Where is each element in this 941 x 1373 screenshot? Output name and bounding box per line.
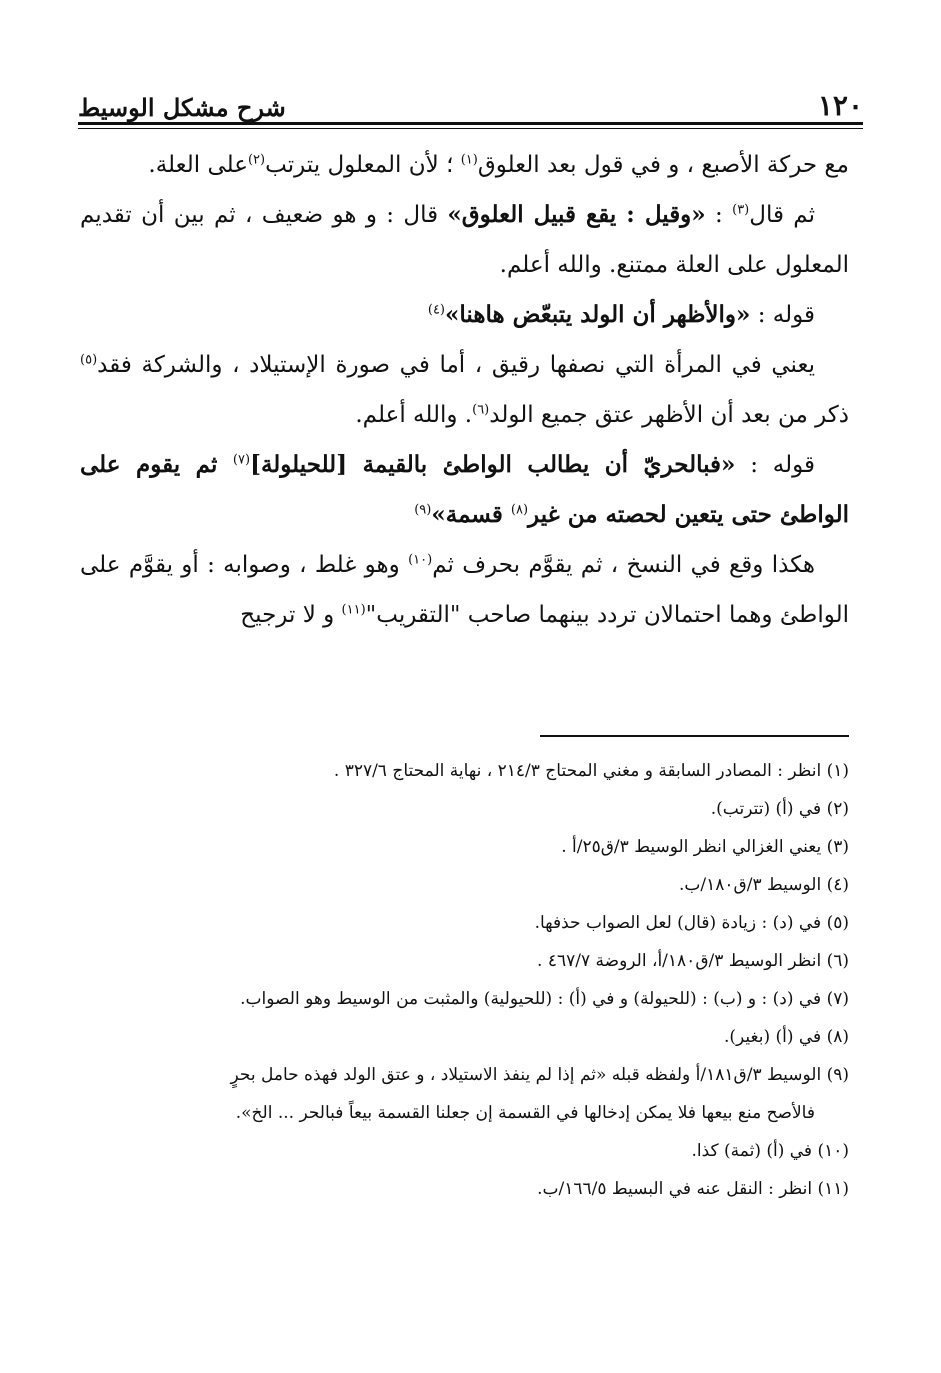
- footnote-ref: (٤): [427, 302, 445, 318]
- paragraph-3: [80, 290, 849, 340]
- text: :: [705, 202, 733, 228]
- paragraph-6: [80, 540, 849, 640]
- page-header: [78, 76, 863, 120]
- quoted-text: «فبالحريّ أن يطالب الواطئ بالقيمة [للحيلولة]: [250, 451, 736, 478]
- footnote-ref: (٨): [510, 502, 529, 518]
- text: و لا ترجيح: [240, 602, 342, 628]
- quoted-text: «والأظهر أن الولد يتبعّض هاهنا»: [445, 301, 751, 328]
- footnote-ref: (٥): [80, 352, 98, 368]
- text: . والله أعلم.: [355, 402, 473, 428]
- footnote-continuation: فالأصح منع بيعها فلا يمكن إدخالها في القسمة إن جعلنا القسمة بيعاً فبالحر ... الخ».: [235, 1103, 815, 1123]
- text: ذكر من بعد أن الأظهر عتق جميع الولد: [489, 402, 849, 428]
- footnote: (٢) في (أ) (تترتب).: [710, 799, 849, 819]
- text: هكذا وقع في النسخ ، ثم يقوَّم بحرف ثم: [432, 552, 815, 578]
- footnote-separator: [540, 735, 849, 737]
- footnote: (٣) يعني الغزالي انظر الوسيط ٣/ق٢٥/أ .: [561, 837, 849, 857]
- paragraph-2: [80, 190, 849, 290]
- footnote-ref: (٢): [247, 152, 266, 168]
- main-text: [80, 140, 849, 640]
- footnotes: [80, 752, 849, 1208]
- text: ؛ لأن المعلول يترتب: [265, 152, 461, 178]
- text: قوله :: [735, 452, 815, 478]
- footnote: (١٠) في (أ) (ثمة) كذا.: [691, 1141, 849, 1161]
- footnote-ref: (١١): [341, 602, 366, 618]
- footnote-ref: (٩): [414, 502, 432, 518]
- text: على العلة.: [148, 152, 248, 178]
- quoted-text: ثم يقوم على الواطئ حتى يتعين لحصته من غير: [80, 451, 849, 528]
- text: وهو غلط ، وصوابه : أو يقوَّم على الواطئ وهما احتمالان تردد بينهما صاحب "التقريب": [80, 552, 849, 628]
- footnote: (٤) الوسيط ٣/ق١٨٠/ب.: [678, 875, 849, 895]
- footnote: (٧) في (د) : و (ب) : (للحيولة) و في (أ) : (للحيولية) والمثبت من الوسيط وهو الصواب.: [240, 989, 849, 1009]
- footnote: (٥) في (د) : زيادة (قال) لعل الصواب حذفها.: [534, 913, 849, 933]
- text: مع حركة الأصبع ، و في قول بعد العلوق: [477, 152, 849, 178]
- footnote-ref: (١٠): [408, 552, 433, 568]
- quoted-text: «وقيل : يقع قبيل العلوق»: [447, 201, 706, 228]
- page-number: ١٢٠: [817, 89, 863, 122]
- text: قال : و هو ضعيف ، ثم بين أن تقديم المعلول على العلة ممتنع. والله أعلم.: [80, 202, 849, 278]
- footnote-ref: (٧): [232, 452, 251, 468]
- running-title: شرح مشكل الوسيط: [78, 93, 286, 122]
- header-rule: [78, 122, 863, 125]
- paragraph-1: [80, 140, 849, 190]
- footnote: (١١) انظر : النقل عنه في البسيط ١٦٦/٥/ب.: [537, 1179, 849, 1199]
- footnote-ref: (٣): [732, 202, 750, 218]
- footnote-ref: (٦): [472, 402, 490, 418]
- footnote-ref: (١): [460, 152, 478, 168]
- footnote: (٦) انظر الوسيط ٣/ق١٨٠/أ، الروضة ٤٦٧/٧ .: [537, 951, 849, 971]
- paragraph-4: [80, 340, 849, 440]
- paragraph-5: [80, 440, 849, 540]
- header-rule-thin: [78, 128, 863, 129]
- footnote: (٩) الوسيط ٣/ق١٨١/أ ولفظه قبله «ثم إذا لم ينفذ الاستيلاد ، و عتق الولد فهذه حامل بحرٍ: [230, 1065, 849, 1085]
- quoted-text: قسمة»: [431, 501, 511, 528]
- text: قوله :: [750, 302, 815, 328]
- footnote: (١) انظر : المصادر السابقة و مغني المحتاج ٢١٤/٣ ، نهاية المحتاج ٣٢٧/٦ .: [333, 761, 849, 781]
- text: يعني في المرأة التي نصفها رقيق ، أما في صورة الإستيلاد ، والشركة فقد: [97, 352, 815, 378]
- text: ثم قال: [749, 202, 816, 228]
- footnote: (٨) في (أ) (بغير).: [723, 1027, 849, 1047]
